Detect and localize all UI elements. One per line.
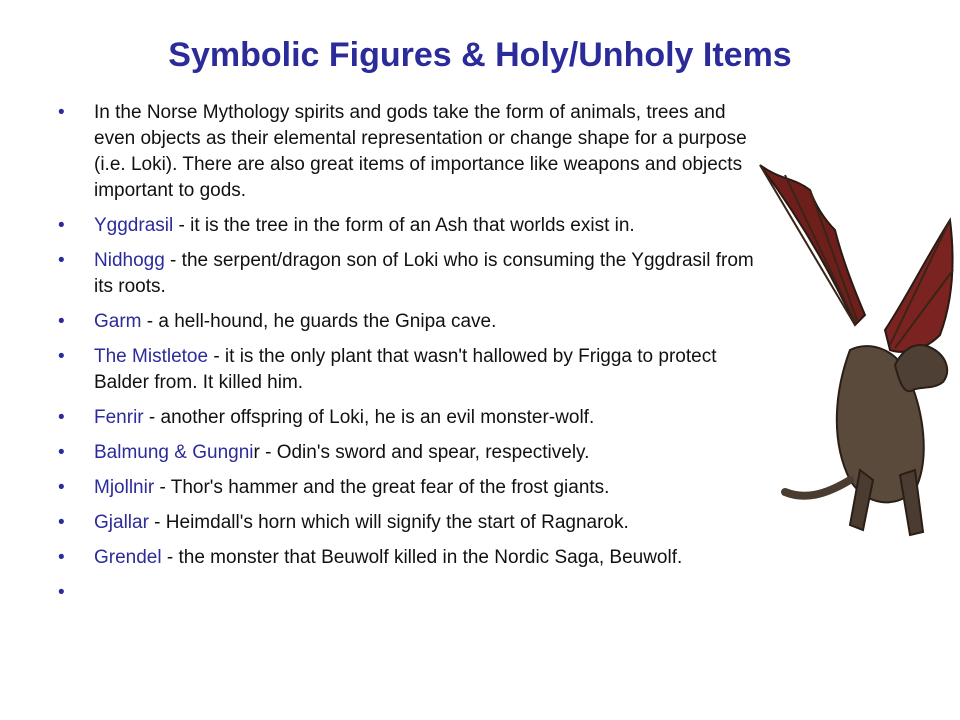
bullet-marker: • xyxy=(58,215,65,236)
desc-fenrir: - another offspring of Loki, he is an evil monster-wolf. xyxy=(143,407,595,428)
bullet-marker: • xyxy=(58,311,65,332)
desc-mjollnir: - Thor's hammer and the great fear of the frost giants. xyxy=(154,477,610,498)
bullet-intro xyxy=(58,100,758,204)
desc-garm: - a hell-hound, he guards the Gnipa cave. xyxy=(141,311,497,332)
desc-yggdrasil: - it is the tree in the form of an Ash that worlds exist in. xyxy=(173,215,635,236)
term-mjollnir: Mjollnir xyxy=(94,477,155,498)
bullet-garm xyxy=(58,309,758,335)
desc-grendel: - the monster that Beuwolf killed in the Nordic Saga, Beuwolf. xyxy=(161,547,683,568)
bullet-grendel xyxy=(58,545,758,571)
bullet-marker: • xyxy=(58,512,65,533)
slide-title: Symbolic Figures & Holy/Unholy Items xyxy=(168,36,792,74)
bullet-balmung-gungnir xyxy=(58,440,758,466)
dragon-tail xyxy=(785,480,850,496)
desc-nidhogg: - the serpent/dragon son of Loki who is consuming the Yggdrasil from its roots. xyxy=(94,250,754,297)
term-garm: Garm xyxy=(94,311,142,332)
term-yggdrasil: Yggdrasil xyxy=(94,215,174,236)
term-balmung-gungnir: Balmung & Gungni xyxy=(94,442,254,463)
term-nidhogg: Nidhogg xyxy=(94,250,165,271)
bullet-marker: • xyxy=(58,407,65,428)
bullet-marker: • xyxy=(58,547,65,568)
bullet-nidhogg xyxy=(58,248,758,300)
desc-gjallar: - Heimdall's horn which will signify the start of Ragnarok. xyxy=(148,512,629,533)
bullet-gjallar xyxy=(58,510,758,536)
dragon-illustration xyxy=(755,150,960,545)
term-gjallar: Gjallar xyxy=(94,512,149,533)
term-fenrir: Fenrir xyxy=(94,407,144,428)
term-grendel: Grendel xyxy=(94,547,162,568)
dragon-head xyxy=(895,345,947,391)
bullet-marker: • xyxy=(58,582,65,603)
bullet-mjollnir xyxy=(58,475,758,501)
bullet-marker: • xyxy=(58,477,65,498)
bullet-marker: • xyxy=(58,250,65,271)
bullet-marker: • xyxy=(58,442,65,463)
desc-mistletoe: - it is the only plant that wasn't hallowed by Frigga to protect Balder from. It killed him. xyxy=(94,346,717,393)
bullet-yggdrasil xyxy=(58,213,758,239)
bullet-marker: • xyxy=(58,346,65,367)
desc-balmung-gungnir: r - Odin's sword and spear, respectively. xyxy=(253,442,590,463)
term-mistletoe: The Mistletoe xyxy=(94,346,209,367)
bullet-fenrir xyxy=(58,405,758,431)
bullet-marker: • xyxy=(58,102,65,123)
bullet-list xyxy=(58,100,758,603)
intro-text: In the Norse Mythology spirits and gods take the form of animals, trees and even objects as their elemental representation or change shape for a purpose (i.e. Loki). There are also great items of importance like weapons and objects important to gods. xyxy=(94,102,747,201)
bullet-mistletoe xyxy=(58,344,758,396)
